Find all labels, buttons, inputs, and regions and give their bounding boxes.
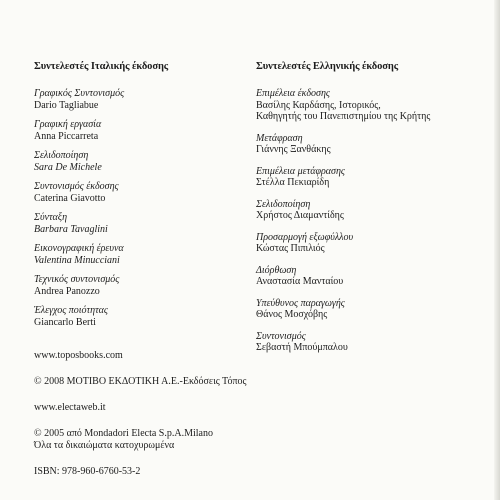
- credit-name: Γιάννης Ξανθάκης: [256, 144, 331, 155]
- credit-name: Valentina Minucciani: [34, 254, 120, 266]
- credit-role: Συντονισμός έκδοσης: [34, 181, 119, 192]
- credit-role: Μετάφραση: [256, 132, 303, 144]
- credit-quality-control: [34, 305, 244, 328]
- original-publisher-website: www.electaweb.it: [34, 402, 106, 413]
- credit-edition-coordination: [34, 181, 244, 204]
- credit-role: Σύνταξη: [34, 212, 68, 223]
- credit-name: Σεβαστή Μπούμπαλου: [256, 342, 348, 353]
- italian-credits-title: Συντελεστές Ιταλικής έκδοσης: [34, 61, 169, 72]
- credit-name: Βασίλης Καρδάσης, Ιστορικός,: [256, 99, 381, 111]
- credit-role: Σελιδοποίηση: [34, 150, 89, 161]
- credit-edition-editor: [256, 88, 492, 123]
- credit-layout-greek: [256, 199, 492, 222]
- isbn: ISBN: 978-960-6760-53-2: [34, 466, 141, 477]
- credit-translation: [256, 133, 492, 156]
- credit-role: Γραφικός Συντονισμός: [34, 88, 125, 99]
- credit-name: Χρήστος Διαμαντίδης: [256, 210, 344, 221]
- publisher-website: www.toposbooks.com: [34, 350, 123, 361]
- credit-name: Caterina Giavotto: [34, 192, 106, 204]
- page-edge-shadow: [494, 0, 500, 500]
- credit-name: Barbara Tavaglini: [34, 223, 108, 235]
- credit-role: Έλεγχος ποιότητας: [34, 305, 108, 316]
- credit-name: Sara De Michele: [34, 161, 102, 173]
- credit-production-manager: [256, 298, 492, 321]
- credit-proofreading: [256, 265, 492, 288]
- credit-editing: [34, 212, 244, 235]
- credit-graphic-work: [34, 119, 244, 142]
- credit-role: Συντονισμός: [256, 330, 306, 342]
- credit-name: Αναστασία Μανταίου: [256, 276, 344, 287]
- credit-name: Anna Piccarreta: [34, 130, 99, 142]
- credit-picture-research: [34, 243, 244, 266]
- greek-credits-title: Συντελεστές Ελληνικής έκδοσης: [256, 61, 399, 72]
- credit-role: Υπεύθυνος παραγωγής: [256, 297, 345, 309]
- credit-role: Τεχνικός συντονισμός: [34, 274, 120, 285]
- rights-reserved: Όλα τα δικαιώματα κατοχυρωμένα: [34, 440, 175, 451]
- credit-name-affiliation: Καθηγητής του Πανεπιστημίου της Κρήτης: [256, 111, 431, 122]
- credit-role: Επιμέλεια έκδοσης: [256, 88, 330, 99]
- credit-cover-adaptation: [256, 232, 492, 255]
- original-copyright: © 2005 από Mondadori Electa S.p.A.Milano: [34, 428, 213, 439]
- credit-name: Θάνος Μοσχόβης: [256, 309, 328, 320]
- credit-role: Προσαρμογή εξωφύλλου: [256, 231, 354, 243]
- credit-name: Giancarlo Berti: [34, 316, 96, 328]
- credit-role: Γραφική εργασία: [34, 119, 102, 130]
- credit-technical-coordination: [34, 274, 244, 297]
- credit-graphic-coordination: [34, 88, 244, 111]
- credit-role: Επιμέλεια μετάφρασης: [256, 165, 345, 177]
- credit-translation-editing: [256, 166, 492, 189]
- credit-name: Andrea Panozzo: [34, 285, 100, 297]
- credit-name: Κώστας Πιπιλιός: [256, 243, 325, 254]
- publication-info: [34, 350, 474, 478]
- credit-name: Στέλλα Πεκιαρίδη: [256, 177, 330, 188]
- greek-copyright: © 2008 ΜΟΤΙΒΟ ΕΚΔΟΤΙΚΗ Α.Ε.-Εκδόσεις Τόπος: [34, 376, 247, 387]
- credit-name: Dario Tagliabue: [34, 99, 99, 111]
- credit-role: Σελιδοποίηση: [256, 198, 311, 210]
- italian-edition-credits: [34, 60, 244, 336]
- greek-edition-credits: [256, 60, 492, 364]
- credit-layout: [34, 150, 244, 173]
- credit-role: Διόρθωση: [256, 264, 297, 276]
- credit-role: Εικονογραφική έρευνα: [34, 243, 124, 254]
